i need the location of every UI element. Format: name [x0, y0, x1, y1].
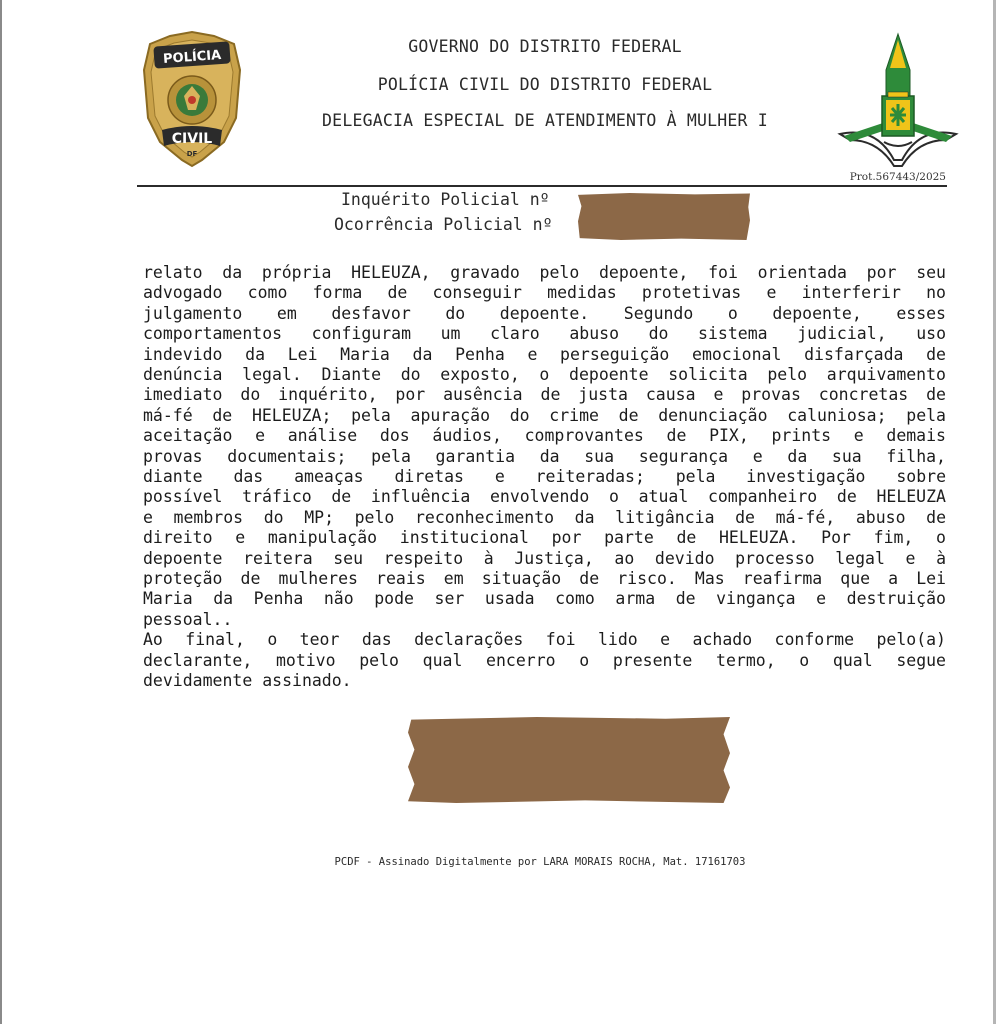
body-line: direito e manipulação institucional por parte de HELEUZA. Por fim, o	[143, 528, 946, 548]
body-line: imediato do inquérito, por ausência de justa causa e provas concretas de	[143, 385, 946, 405]
inquerito-label: Inquérito Policial nº	[341, 190, 550, 209]
body-line: relato da própria HELEUZA, gravado pelo depoente, foi orientada por seu	[143, 263, 946, 282]
federal-district-coat-of-arms-icon	[836, 30, 960, 168]
body-line: advogado como forma de conseguir medidas protetivas e interferir no	[143, 283, 946, 303]
header-delegacia: DELEGACIA ESPECIAL DE ATENDIMENTO À MULHER I	[322, 111, 768, 130]
header-police: POLÍCIA CIVIL DO DISTRITO FEDERAL	[377, 75, 713, 94]
body-line: devidamente assinado.	[143, 671, 352, 690]
redacted-signature	[408, 717, 730, 803]
redacted-reference-numbers	[578, 193, 750, 240]
body-line: Maria da Penha não pode ser usada como arma de vingança e destruição	[143, 589, 946, 609]
body-line: indevido da Lei Maria da Penha e perseguição emocional disfarçada de	[143, 344, 946, 364]
body-line: pessoal..	[143, 609, 233, 629]
body-line: má-fé de HELEUZA; pela apuração do crime de denunciação caluniosa; pela	[143, 405, 946, 425]
body-line: declarante, motivo pelo qual encerro o presente termo, o qual segue	[143, 650, 946, 670]
badge-bottom-text: CIVIL	[171, 131, 213, 147]
digital-signature-note: PCDF - Assinado Digitalmente por LARA MORAIS ROCHA, Mat. 17161703	[334, 856, 746, 868]
body-line: comportamentos configuram um claro abuso do sistema judicial, uso	[143, 324, 946, 344]
body-line: aceitação e análise dos áudios, comprovantes de PIX, prints e demais	[143, 426, 946, 446]
badge-sub-text: DF	[186, 150, 198, 158]
body-line: provas documentais; pela garantia da sua segurança e da sua filha,	[143, 446, 946, 466]
page-edge-left	[0, 0, 2, 1024]
protocol-number: Prot.567443/2025	[849, 171, 946, 183]
body-line: proteção de mulheres reais em situação de risco. Mas reafirma que a Lei	[143, 569, 946, 588]
body-line: Ao final, o teor das declarações foi lido e achado conforme pelo(a)	[143, 630, 946, 650]
header-government: GOVERNO DO DISTRITO FEDERAL	[408, 37, 682, 56]
ocorrencia-label: Ocorrência Policial nº	[334, 215, 553, 234]
body-line: depoente reitera seu respeito à Justiça, ao devido processo legal e à	[143, 548, 946, 568]
body-line: e membros do MP; pelo reconhecimento da litigância de má-fé, abuso de	[143, 507, 946, 527]
body-line: diante das ameaças diretas e reiteradas; pela investigação sobre	[143, 467, 946, 486]
body-line: julgamento em desfavor do depoente. Segundo o depoente, esses	[143, 303, 946, 323]
body-line: possível tráfico de influência envolvendo o atual companheiro de HELEUZA	[143, 487, 946, 507]
body-line: denúncia legal. Diante do exposto, o depoente solicita pelo arquivamento	[143, 365, 946, 384]
badge-top-text: POLÍCIA	[162, 47, 222, 68]
police-civil-badge-icon	[140, 30, 244, 168]
header-divider	[137, 185, 947, 187]
